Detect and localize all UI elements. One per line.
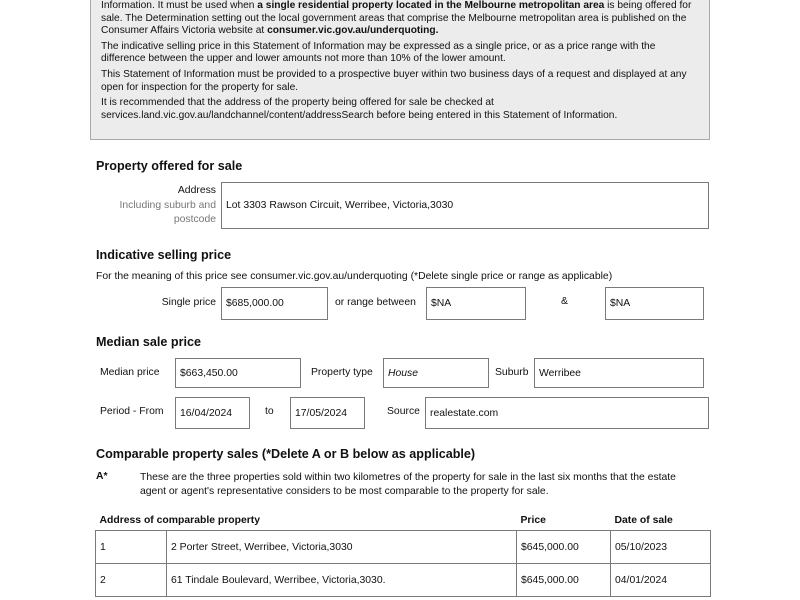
instructions-paragraph-1 (101, 0, 701, 38)
table-row (96, 531, 711, 564)
address-column-header: Address of comparable property (99, 514, 261, 526)
row-address[interactable]: 61 Tindale Boulevard, Werribee, Victoria,3030. (167, 564, 517, 597)
period-from-field[interactable]: 16/04/2024 (175, 397, 250, 429)
address-sublabel-1: Including suburb and (119, 200, 216, 211)
address-sublabel-2: postcode (173, 214, 216, 225)
date-column-header: Date of sale (614, 514, 673, 526)
address-label: Address (177, 185, 216, 196)
instructions-text: Information. It must be used when (101, 0, 258, 11)
range-label: or range between (335, 297, 416, 308)
row-price[interactable]: $645,000.00 (517, 531, 611, 564)
range-ampersand: & (561, 296, 568, 307)
suburb-field[interactable]: Werribee (534, 358, 704, 388)
single-price-field[interactable]: $685,000.00 (221, 287, 328, 320)
option-a-text: These are the three properties sold within two kilometres of the property for sale in the last six months that the estate agent or agent's representative considers to be most comparable to the property for sale. (140, 472, 676, 497)
table-header-row (96, 510, 711, 531)
instructions-text: is being offered for sale. The Determination setting out the local government areas that comprise the Melbourne metropolitan area is published on the Consumer Affairs Victoria website at (101, 0, 692, 37)
comparable-sales-table (95, 510, 711, 597)
instructions-bold-text: a single residential property located in the Melbourne metropolitan area (257, 0, 605, 11)
single-price-label: Single price (161, 297, 216, 308)
instructions-box (90, 0, 710, 140)
price-column-header: Price (520, 514, 546, 526)
source-label: Source (387, 406, 420, 417)
instructions-link-text: consumer.vic.gov.au/underquoting. (267, 25, 439, 37)
suburb-label: Suburb (495, 367, 529, 378)
median-price-label: Median price (100, 367, 160, 378)
row-address[interactable]: 2 Porter Street, Werribee, Victoria,3030 (167, 531, 517, 564)
address-field[interactable]: Lot 3303 Rawson Circuit, Werribee, Victoria,3030 (221, 182, 709, 229)
row-number: 1 (96, 531, 167, 564)
instructions-paragraph-2: The indicative selling price in this Statement of Information may be expressed as a single price, or as a price range with the difference between the upper and lower amounts not more than 10% of the lower amount. (101, 40, 656, 65)
median-price-field[interactable]: $663,450.00 (175, 358, 301, 388)
range-low-field[interactable]: $NA (426, 287, 526, 320)
row-date[interactable]: 04/01/2024 (611, 564, 711, 597)
property-type-label: Property type (311, 367, 373, 378)
period-to-label: to (265, 406, 274, 417)
property-section-title: Property offered for sale (96, 159, 243, 173)
instructions-paragraph-4: It is recommended that the address of the property being offered for sale be checked at services.land.vic.gov.au/landchannel/content/addressSearch before being entered in this Statement of Information. (101, 97, 618, 121)
property-type-field[interactable]: House (383, 358, 489, 388)
comparable-section-title: Comparable property sales (*Delete A or B below as applicable) (96, 447, 476, 461)
indicative-note: For the meaning of this price see consumer.vic.gov.au/underquoting (*Delete single price or range as applicable) (96, 271, 613, 282)
table-row (96, 564, 711, 597)
period-to-field[interactable]: 17/05/2024 (290, 397, 365, 429)
row-date[interactable]: 05/10/2023 (611, 531, 711, 564)
indicative-section-title: Indicative selling price (96, 248, 232, 262)
instructions-paragraph-3: This Statement of Information must be provided to a prospective buyer within two business days of a request and displayed at any open for inspection for the property for sale. (101, 68, 687, 93)
option-a-marker: A* (96, 471, 108, 482)
source-field[interactable]: realestate.com (425, 397, 709, 429)
row-number: 2 (96, 564, 167, 597)
median-section-title: Median sale price (96, 335, 201, 349)
row-price[interactable]: $645,000.00 (517, 564, 611, 597)
range-high-field[interactable]: $NA (605, 287, 704, 320)
period-from-label: Period - From (100, 406, 164, 417)
